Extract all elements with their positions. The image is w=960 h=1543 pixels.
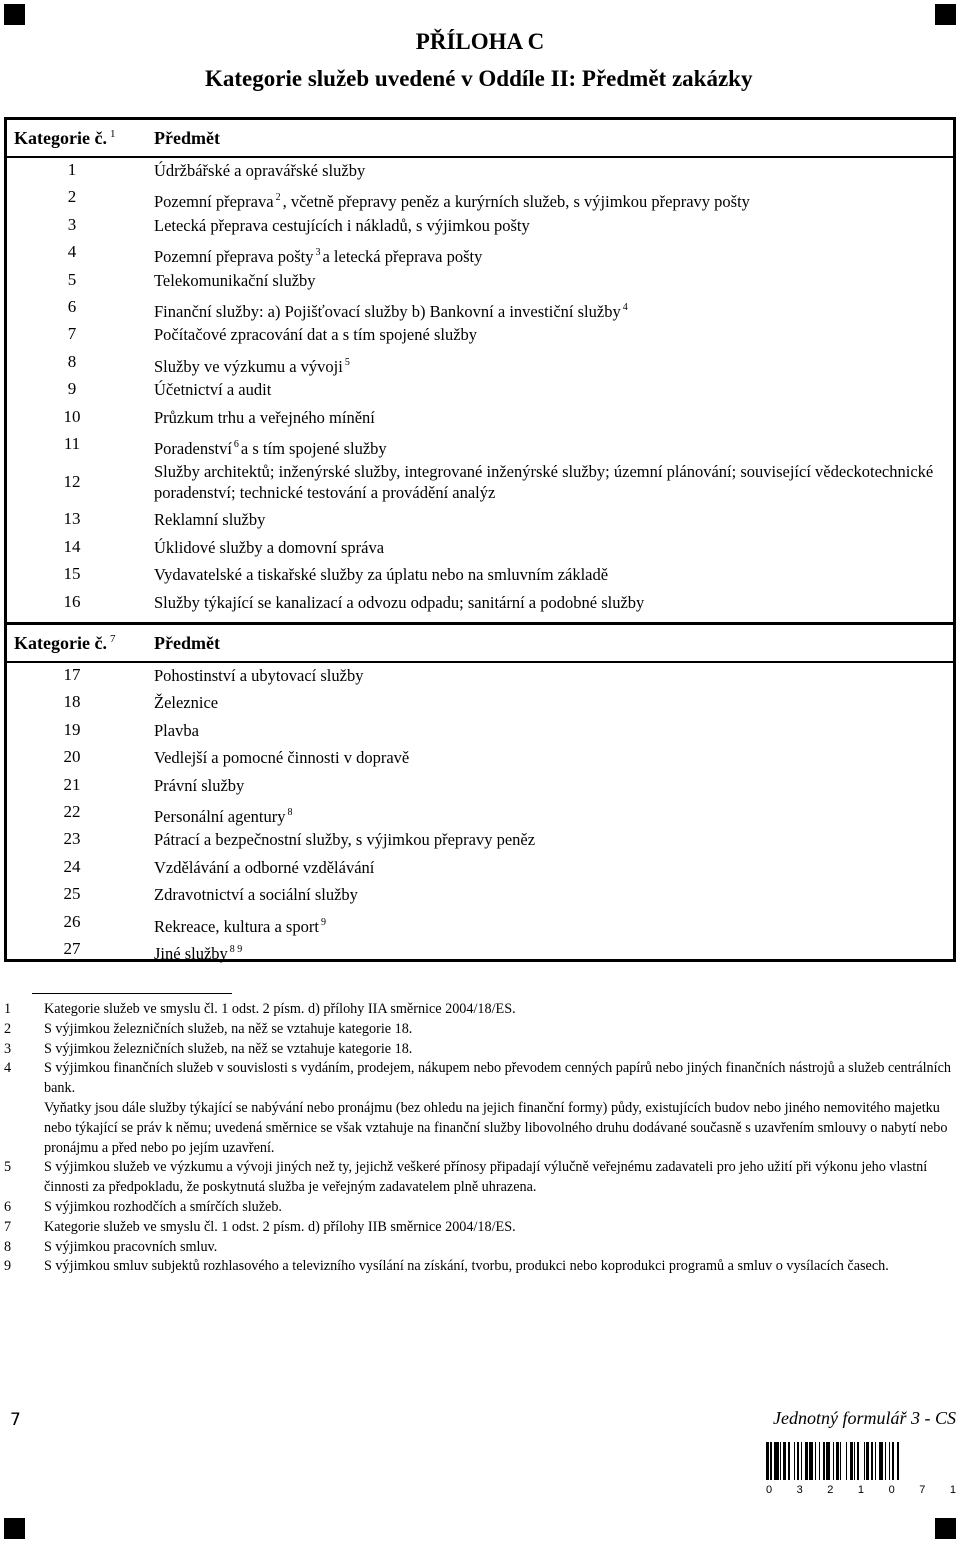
table-row xyxy=(7,322,953,349)
category-subject: Počítačové zpracování dat a s tím spojené služby xyxy=(154,325,478,345)
barcode-digit: 7 xyxy=(919,1484,926,1496)
category-subject: Pátrací a bezpečnostní služby, s výjimkou přepravy peněz xyxy=(154,830,536,850)
table-row xyxy=(7,268,953,295)
category-number: 5 xyxy=(67,269,77,289)
category-number: 21 xyxy=(63,774,81,794)
footnote: 3 S výjimkou železničních služeb, na něž se vztahuje kategorie 18. xyxy=(4,1040,413,1057)
barcode-digit: 1 xyxy=(857,1484,865,1496)
category-number: 12 xyxy=(63,472,81,492)
table-row xyxy=(7,827,953,854)
footnote: 1 Kategorie služeb ve smyslu čl. 1 odst. 2 písm. d) přílohy IIA směrnice 2004/18/ES. xyxy=(4,1001,516,1017)
category-subject: Letecká přeprava cestujících i nákladů, s výjimkou pošty xyxy=(154,215,530,235)
corner-mark-top-right xyxy=(935,4,956,25)
category-number: 3 xyxy=(67,214,77,234)
footnote: 4 S výjimkou finančních služeb v souvislosti s vydáním, prodejem, nákupem nebo převodem cenných papírů nebo jiných finančních nástrojů a služeb centrálních bank. xyxy=(4,1060,951,1097)
category-subject: Úklidové služby a domovní správa xyxy=(154,537,385,557)
form-name: Jednotný formulář 3 - CS xyxy=(773,1408,956,1428)
table-row xyxy=(7,213,953,240)
table-row xyxy=(7,718,953,745)
table-row xyxy=(7,910,953,937)
category-number: 19 xyxy=(63,719,81,739)
category-subject: Reklamní služby xyxy=(154,510,266,530)
category-number: 16 xyxy=(63,591,81,611)
category-subject: Pohostinství a ubytovací služby xyxy=(154,666,364,685)
footnote: 6 S výjimkou rozhodčích a smírčích služeb. xyxy=(4,1198,282,1215)
footnote-separator xyxy=(32,993,232,994)
category-number: 7 xyxy=(67,324,77,344)
table-row xyxy=(7,507,953,534)
category-number: 4 xyxy=(67,242,77,262)
category-number: 9 xyxy=(67,379,77,399)
footnote: 7 Kategorie služeb ve smyslu čl. 1 odst. 2 písm. d) přílohy IIB směrnice 2004/18/ES. xyxy=(4,1218,516,1235)
table-row xyxy=(7,590,953,617)
corner-mark-top-left xyxy=(4,4,25,25)
category-subject: Údržbářské a opravářské služby xyxy=(154,161,366,180)
page-title: PŘÍLOHA C xyxy=(415,29,545,54)
corner-mark-bottom-left xyxy=(4,1518,25,1539)
barcode-digit: 0 xyxy=(766,1484,773,1496)
category-number: 10 xyxy=(63,406,81,426)
table-row xyxy=(7,773,953,800)
table-row xyxy=(7,535,953,562)
category-subject: Průzkum trhu a veřejného mínění xyxy=(154,407,375,427)
category-number: 23 xyxy=(63,829,81,849)
table-row xyxy=(7,295,953,322)
page-number: 7 xyxy=(10,1410,21,1430)
barcode-digit: 1 xyxy=(949,1484,956,1496)
category-number: 11 xyxy=(63,434,81,453)
table-row xyxy=(7,377,953,404)
category-number: 15 xyxy=(63,564,81,584)
table-row xyxy=(7,405,953,432)
table-row xyxy=(7,882,953,909)
barcode-digit: 0 xyxy=(888,1484,895,1496)
category-subject: Služby týkající se kanalizací a odvozu odpadu; sanitární a podobné služby xyxy=(154,592,645,612)
services-table-2 xyxy=(4,622,956,962)
category-number: 13 xyxy=(63,509,81,529)
footnotes xyxy=(4,1000,956,1277)
category-number: 6 xyxy=(67,297,77,316)
category-subject: Pozemní přeprava pošty $^3$ a letecká přeprava pošty xyxy=(154,247,483,267)
barcode-digit: 3 xyxy=(796,1484,803,1496)
table-row xyxy=(7,855,953,882)
footnote: 9 S výjimkou smluv subjektů rozhlasového a televizního vysílání na získání, tvorbu, produkci nebo koprodukci programů a smluv o vysílacích časech. xyxy=(4,1258,889,1275)
barcode-bar xyxy=(899,1442,903,1480)
category-header: Kategorie č. $^7$ xyxy=(14,633,116,653)
table-row xyxy=(7,800,953,827)
table-row xyxy=(7,432,953,459)
table-2-header xyxy=(7,625,953,663)
category-subject: Jiné služby $^{8 9}$ xyxy=(154,944,243,963)
footnote: Vyňatky jsou dále služby týkající se nabývání nebo pronájmu (bez ohledu na jejich finanční formy) půdy, existujících budov nebo jiného nemovitého majetku nebo týkající se práv k němu; uvedená směrnice se však vztahuje na finanční služby libovolného druhu dodávané současně s uzavřením smlouvy o nabytí nebo pronájmu a před nebo po jejím uzavření. xyxy=(44,1099,948,1156)
category-subject: Finanční služby: a) Pojišťovací služby b) Bankovní a investiční služby $^4$ xyxy=(154,302,628,321)
category-number: 26 xyxy=(63,911,81,931)
category-subject: Plavba xyxy=(154,720,199,740)
category-subject: Rekreace, kultura a sport $^9$ xyxy=(154,916,326,936)
category-subject: Železnice xyxy=(154,693,219,713)
table-row xyxy=(7,663,953,690)
footnote: 2 S výjimkou železničních služeb, na něž se vztahuje kategorie 18. xyxy=(4,1020,413,1037)
footnote: 5 S výjimkou služeb ve výzkumu a vývoji jiných než ty, jejichž veškeré přínosy připadají výlučně veřejnému zadavateli pro jeho užití při výkonu jeho vlastní činnosti za předpokladu, že poskytnutá služba je veřejným zadavatelem plně uhrazena. xyxy=(4,1159,928,1196)
category-subject: Poradenství $^6$ a s tím spojené služby xyxy=(154,439,387,458)
category-number: 27 xyxy=(63,939,81,958)
category-subject: Právní služby xyxy=(154,775,245,795)
table-row xyxy=(7,562,953,589)
table-row xyxy=(7,240,953,267)
barcode xyxy=(766,1442,956,1480)
table-row xyxy=(7,158,953,185)
category-number: 24 xyxy=(63,856,81,876)
category-subject: Účetnictví a audit xyxy=(154,380,272,400)
table-1-header xyxy=(7,120,953,158)
barcode-digits xyxy=(766,1484,956,1496)
category-number: 20 xyxy=(63,747,81,767)
subject-header: Předmět xyxy=(154,128,220,148)
category-number: 8 xyxy=(67,351,77,371)
category-subject: Zdravotnictví a sociální služby xyxy=(154,885,358,905)
corner-mark-bottom-right xyxy=(935,1518,956,1539)
category-number: 2 xyxy=(67,187,77,207)
category-number: 18 xyxy=(63,692,81,712)
category-subject: Vydavatelské a tiskařské služby za úplatu nebo na smluvním základě xyxy=(154,565,609,585)
category-subject: Vedlejší a pomocné činnosti v dopravě xyxy=(154,748,410,768)
table-row xyxy=(7,937,953,964)
category-header: Kategorie č. $^1$ xyxy=(14,128,116,148)
category-subject: Pozemní přeprava $^2$ , včetně přepravy peněz a kurýrních služeb, s výjimkou přepravy pošty xyxy=(154,192,750,212)
services-table-1 xyxy=(4,117,956,625)
table-row xyxy=(7,690,953,717)
category-subject: Telekomunikační služby xyxy=(154,270,316,290)
subject-header: Předmět xyxy=(154,633,220,653)
table-row xyxy=(7,745,953,772)
table-row xyxy=(7,350,953,377)
page-subtitle: Kategorie služeb uvedené v Oddíle II: Předmět zakázky xyxy=(205,66,753,91)
category-number: 17 xyxy=(63,665,81,684)
barcode-digit: 2 xyxy=(827,1484,834,1496)
table-row xyxy=(7,185,953,212)
category-subject: Personální agentury $^8$ xyxy=(154,807,293,826)
category-subject: Vzdělávání a odborné vzdělávání xyxy=(154,857,375,877)
category-subject: Služby architektů; inženýrské služby, integrované inženýrské služby; územní plánování; související vědeckotechnické poradenství; technické testování a provádění analýz xyxy=(154,462,934,503)
category-number: 25 xyxy=(63,884,81,904)
category-number: 14 xyxy=(63,536,81,556)
category-number: 22 xyxy=(63,802,81,821)
footnote: 8 S výjimkou pracovních smluv. xyxy=(4,1238,218,1255)
category-number: 1 xyxy=(67,160,77,179)
category-subject: Služby ve výzkumu a vývoji $^5$ xyxy=(154,356,350,376)
table-row xyxy=(7,459,953,506)
